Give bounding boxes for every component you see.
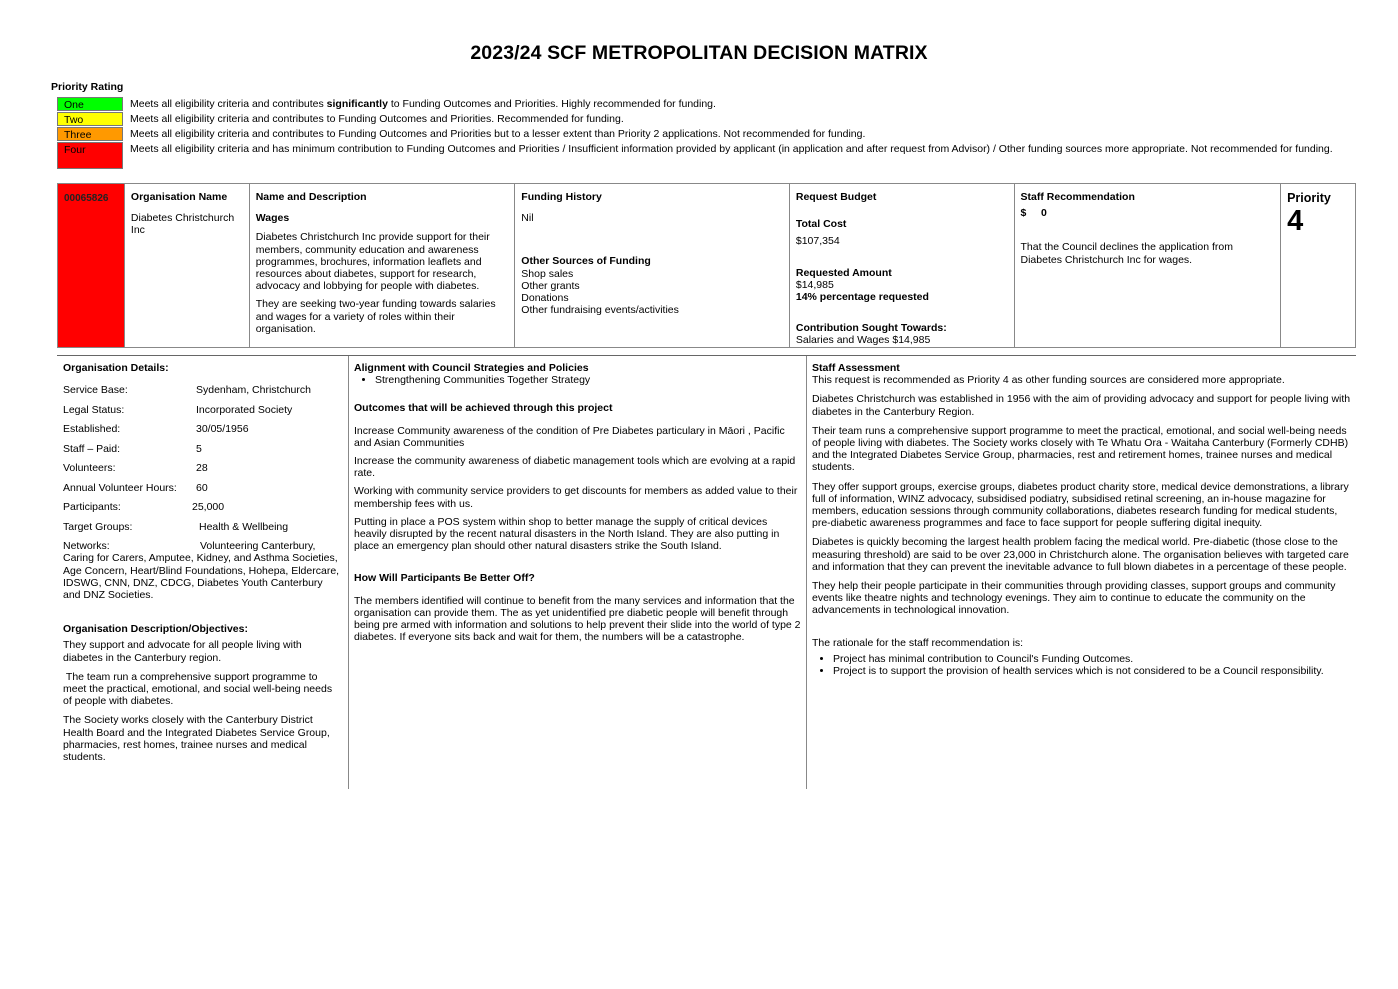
detail-row: Annual Volunteer Hours: 60 (63, 481, 208, 494)
organisation-name-header: Organisation Name (130, 191, 228, 203)
priority-legend (57, 97, 1357, 170)
strategy-list (354, 374, 802, 386)
rationale-item: • Project has minimal contribution to Council's Funding Outcomes. (833, 653, 1352, 665)
column-divider (806, 356, 807, 789)
alignment-heading: Alignment with Council Strategies and Policies (354, 362, 589, 374)
organisation-description-para: The Society works closely with the Canterbury District Health Board and the Integrated Diabetes Service Group, pharmacies, rest homes, trainee nurses and medical students. (63, 714, 330, 764)
outcome-item: Putting in place a POS system within shop to better manage the supply of critical devices heavily disrupted by the recent natural disasters in the North Island. They are also putting in place an emergency plan should other natural disasters strike the South Island. (354, 515, 780, 553)
application-id: 00065826 (64, 193, 109, 204)
contribution-value: Salaries and Wages $14,985 (795, 334, 931, 347)
assessment-para: Diabetes Christchurch was established in 1956 with the aim of providing advocacy and support for people living with diabetes in the Canterbury Region. (812, 393, 1351, 418)
name-description-cell (250, 184, 516, 347)
funding-history-cell (515, 184, 790, 347)
funding-history-header: Funding History (521, 191, 602, 203)
alignment-column (354, 362, 802, 643)
project-description-extra: They are seeking two-year funding towards salaries and wages for a variety of roles within their organisation. (255, 298, 496, 335)
priority-swatch-four: Four (57, 142, 123, 169)
request-budget-cell (790, 184, 1015, 347)
request-budget-header: Request Budget (795, 191, 877, 203)
funding-history-value: Nil (521, 212, 534, 225)
staff-recommendation-header: Staff Recommendation (1020, 191, 1135, 203)
other-sources-header: Other Sources of Funding (521, 255, 651, 268)
other-source-item: Shop sales (521, 267, 574, 280)
priority-desc-two: Meets all eligibility criteria and contributes to Funding Outcomes and Priorities. Recommended for funding. (130, 113, 624, 125)
priority-swatch-one: One (57, 97, 123, 111)
outcome-item: Working with community service providers to get discounts for members as added value to their membership fees with us. (354, 485, 798, 510)
outcome-item: Increase the community awareness of diabetic management tools which are evolving at a rapid rate. (354, 455, 796, 480)
organisation-description-heading: Organisation Description/Objectives: (63, 623, 248, 636)
section-divider (57, 355, 1356, 356)
priority-desc-four: Meets all eligibility criteria and has minimum contribution to Funding Outcomes and Priorities / Insufficient information provided by applicant (in application and after request from Advisor) / Other funding sources more appropriate. Not recommended for funding. (130, 143, 1333, 155)
priority-value: 4 (1287, 205, 1304, 238)
outcomes-heading: Outcomes that will be achieved through this project (354, 402, 613, 415)
requested-amount-value: $14,985 (795, 278, 834, 291)
strategy-item: • Strengthening Communities Together Strategy (375, 374, 802, 386)
organisation-description-para: The team run a comprehensive support programme to meet the practical, emotional, and social well-being needs of people with diabetes. (63, 670, 335, 708)
total-cost-label: Total Cost (795, 218, 847, 231)
requested-amount-label: Requested Amount (795, 266, 892, 279)
assessment-para: Diabetes is quickly becoming the largest health problem facing the medical world. Pre-diabetic (those close to the measuring threshold) are said to be over 23,000 in Christchurch alone. The organisation believes with targeted care and information that they can prevent the inevitable advance to full blown diabetes in a percentage of these people. (812, 536, 1349, 573)
detail-row: Service Base: Sydenham, Christchurch (63, 384, 311, 397)
better-off-text: The members identified will continue to benefit from the many services and information that the organisation can provide them. The as yet unidentified pre diabetic people will benefit through being pre armed with information and solutions to help prevent their slide into the world of type 2 diabetes. If everyone sits back and wait for them, the numbers will be a catastrophe. (354, 594, 801, 644)
staff-recommendation-text: That the Council declines the application from Diabetes Christchurch Inc for wages. (1020, 241, 1233, 266)
percentage-requested: 14% percentage requested (795, 291, 929, 304)
application-id-cell (58, 184, 125, 347)
rationale-list (812, 653, 1352, 677)
assessment-para: Their team runs a comprehensive support programme to meet the practical, emotional, and social well-being needs of people living with diabetes. The Society works closely with Te Whatu Ora - Waitaha Canterbury (Formerly CDHB) and the Integrated Diabetes Service Group, pharmacies, rest and retirement homes, trainee nurses and medical students. (812, 424, 1349, 474)
rationale-intro: The rationale for the staff recommendation is: (812, 636, 1024, 649)
organisation-name-cell (125, 184, 250, 347)
other-source-item: Other grants (521, 279, 580, 292)
total-cost-value: $107,354 (795, 235, 840, 248)
detail-row: Volunteers: 28 (63, 462, 208, 475)
detail-row: Established: 30/05/1956 (63, 423, 249, 436)
detail-row: Target Groups: Health & Wellbeing (63, 520, 289, 533)
legend-row-two (57, 112, 1357, 126)
project-description: Diabetes Christchurch Inc provide support for their members, community education and awareness programmes, brochures, information leaflets and resources about diabetes, support for research, advocacy and lobbying for people with diabetes. (255, 231, 490, 293)
name-description-header: Name and Description (255, 191, 367, 203)
staff-assessment-column (812, 362, 1352, 677)
organisation-description-para: They support and advocate for all people living with diabetes in the Canterbury region. (63, 639, 302, 664)
priority-desc-three: Meets all eligibility criteria and contributes to Funding Outcomes and Priorities but to a lesser extent than Priority 2 applications. Not recommended for funding. (130, 128, 866, 140)
detail-row: Legal Status: Incorporated Society (63, 403, 293, 416)
priority-header: Priority (1287, 191, 1331, 205)
organisation-details-column (63, 362, 343, 763)
priority-cell (1281, 184, 1355, 347)
page-title: 2023/24 SCF METROPOLITAN DECISION MATRIX (470, 42, 928, 64)
organisation-details-heading: Organisation Details: (63, 362, 169, 374)
outcome-item: Increase Community awareness of the condition of Pre Diabetes particulary in Māori , Pacific and Asian Communities (354, 424, 785, 449)
priority-rating-heading: Priority Rating (51, 81, 124, 93)
priority-swatch-three: Three (57, 127, 123, 141)
other-source-item: Other fundraising events/activities (521, 304, 679, 317)
staff-recommended-amount: $ 0 (1020, 207, 1047, 220)
rationale-item: • Project is to support the provision of health services which is not considered to be a Council responsibility. (833, 665, 1352, 677)
legend-row-four (57, 142, 1357, 169)
staff-assessment-heading: Staff Assessment (812, 362, 900, 374)
priority-swatch-two: Two (57, 112, 123, 126)
legend-row-one (57, 97, 1357, 111)
detail-row: Staff – Paid: 5 (63, 442, 202, 455)
priority-desc-one: Meets all eligibility criteria and contributes significantly to Funding Outcomes and Priorities. Highly recommended for funding. (130, 98, 716, 110)
assessment-para: They offer support groups, exercise groups, diabetes product charity store, medical device demonstrations, a library full of information, WINZ advocacy, subsidised podiatry, subsidised retinal screening, an in-house magazine for members, education sessions through community collaborations, diabetes research funding for medical students, pre-diabetic awareness programmes and face to face support for people suffering digital inequity. (812, 480, 1349, 530)
application-summary-table (57, 183, 1356, 348)
detail-row: Participants: 25,000 (63, 501, 225, 514)
column-divider (348, 356, 349, 789)
better-off-heading: How Will Participants Be Better Off? (354, 572, 535, 585)
legend-row-three (57, 127, 1357, 141)
networks: Networks: Volunteering Canterbury, Caring for Carers, Amputee, Kidney, and Asthma Societies, Age Concern, Heart/Blind Foundations, Hohepa, Eldercare, IDSWG, CNN, DNZ, CDCG, Diabetes Youth Canterbury and DNZ Societies. (63, 540, 340, 602)
organisation-name: Diabetes Christchurch Inc (130, 212, 235, 237)
contribution-label: Contribution Sought Towards: (795, 322, 947, 335)
assessment-para: This request is recommended as Priority 4 as other funding sources are considered more appropriate. (812, 374, 1285, 387)
project-name: Wages (255, 212, 290, 225)
staff-recommendation-cell (1015, 184, 1282, 347)
assessment-para: They help their people participate in their communities through providing classes, support groups and community events like theatre nights and technology evenings. They aim to continue to educate the community on the advancements in technological innovation. (812, 580, 1336, 617)
other-source-item: Donations (521, 292, 569, 305)
